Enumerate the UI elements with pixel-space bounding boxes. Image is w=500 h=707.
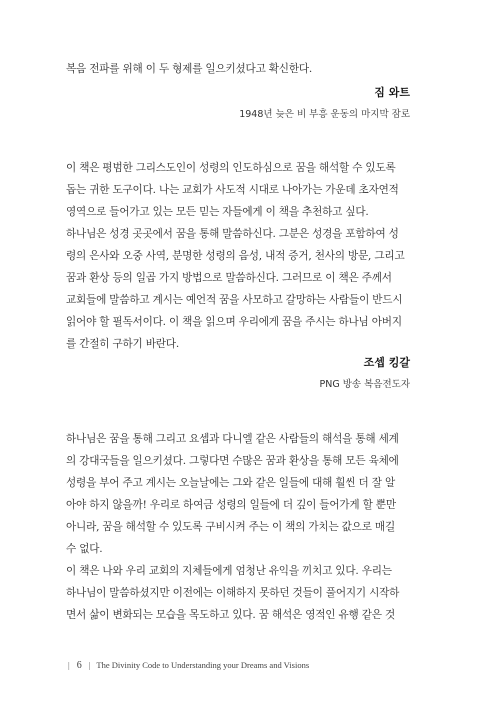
text-line: 아니라, 꿈을 해석할 수 있도록 구비시켜 주는 이 책의 가치는 값으로 매길 xyxy=(66,521,395,533)
endorsement-2-author: 조셉 킹갈 xyxy=(363,356,410,369)
endorsement-3-text xyxy=(66,428,410,626)
endorsement-2-author-title: PNG 방송 복음전도자 xyxy=(319,379,410,390)
text-line: 돕는 귀한 도구이다. 나는 교회가 사도적 시대로 나아가는 가운데 초자연적 xyxy=(66,184,399,196)
text-line: 하나님은 꿈을 통해 그리고 요셉과 다니엘 같은 사람들의 해석을 통해 세계 xyxy=(66,433,399,445)
text-line: 를 간절히 구하기 바란다. xyxy=(66,338,180,350)
text-line: 교회들에 말씀하고 계시는 예언적 꿈을 사모하고 갈망하는 사람들이 반드시 xyxy=(66,294,403,306)
text-line: 하나님이 말씀하셨지만 이전에는 이해하지 못하던 것들이 풀어지기 시작하 xyxy=(66,587,400,599)
text-line: 복음 전파를 위해 이 두 형제를 일으키셨다고 확신한다. xyxy=(66,63,313,75)
endorsement-2-text xyxy=(66,157,410,355)
text-line: 의 강대국들을 일으키셨다. 그렇다면 수많은 꿈과 환상을 통해 모든 육체에 xyxy=(66,455,399,467)
text-line: 성령을 부어 주고 계시는 오늘날에는 그와 같은 일들에 대해 훨씬 더 잘 알 xyxy=(66,477,395,489)
text-line: 면서 삶이 변화되는 모습을 목도하고 있다. 꿈 해석은 영적인 유행 같은 것 xyxy=(66,609,395,621)
text-line: 영역으로 들어가고 있는 모든 믿는 자들에게 이 책을 추천하고 싶다. xyxy=(66,206,369,218)
page-footer xyxy=(64,660,309,671)
footer-divider: | xyxy=(88,660,91,670)
text-line: 이 책은 평범한 그리스도인이 성령의 인도하심으로 꿈을 해석할 수 있도록 xyxy=(66,162,396,174)
text-line: 꿈과 환상 등의 일곱 가지 방법으로 말씀하신다. 그러므로 이 책은 주께서 xyxy=(66,272,392,284)
footer-divider: | xyxy=(68,660,70,670)
endorsement-1-author-title: 1948년 늦은 비 부흥 운동의 마지막 잠로 xyxy=(239,109,410,120)
endorsement-1-author: 짐 와트 xyxy=(374,86,410,99)
text-line: 수 없다. xyxy=(66,543,103,555)
text-line: 읽어야 할 필독서이다. 이 책을 읽으며 우리에게 꿈을 주시는 하나님 아버지 xyxy=(66,316,402,328)
text-line: 령의 은사와 오중 사역, 분명한 성령의 음성, 내적 증거, 천사의 방문, 그리고 xyxy=(66,250,405,262)
endorsement-1-text xyxy=(66,58,410,80)
running-book-title: The Divinity Code to Understanding your Dreams and Visions xyxy=(96,660,310,670)
page-number: 6 xyxy=(76,660,82,671)
text-line: 이 책은 나와 우리 교회의 지체들에게 엄청난 유익을 끼치고 있다. 우리는 xyxy=(66,565,392,577)
text-line: 하나님은 성경 곳곳에서 꿈을 통해 말씀하신다. 그분은 성경을 포함하여 성 xyxy=(66,228,399,240)
text-line: 아야 하지 않을까! 우리로 하여금 성령의 일들에 더 깊이 들어가게 할 뿐만 xyxy=(66,499,396,511)
